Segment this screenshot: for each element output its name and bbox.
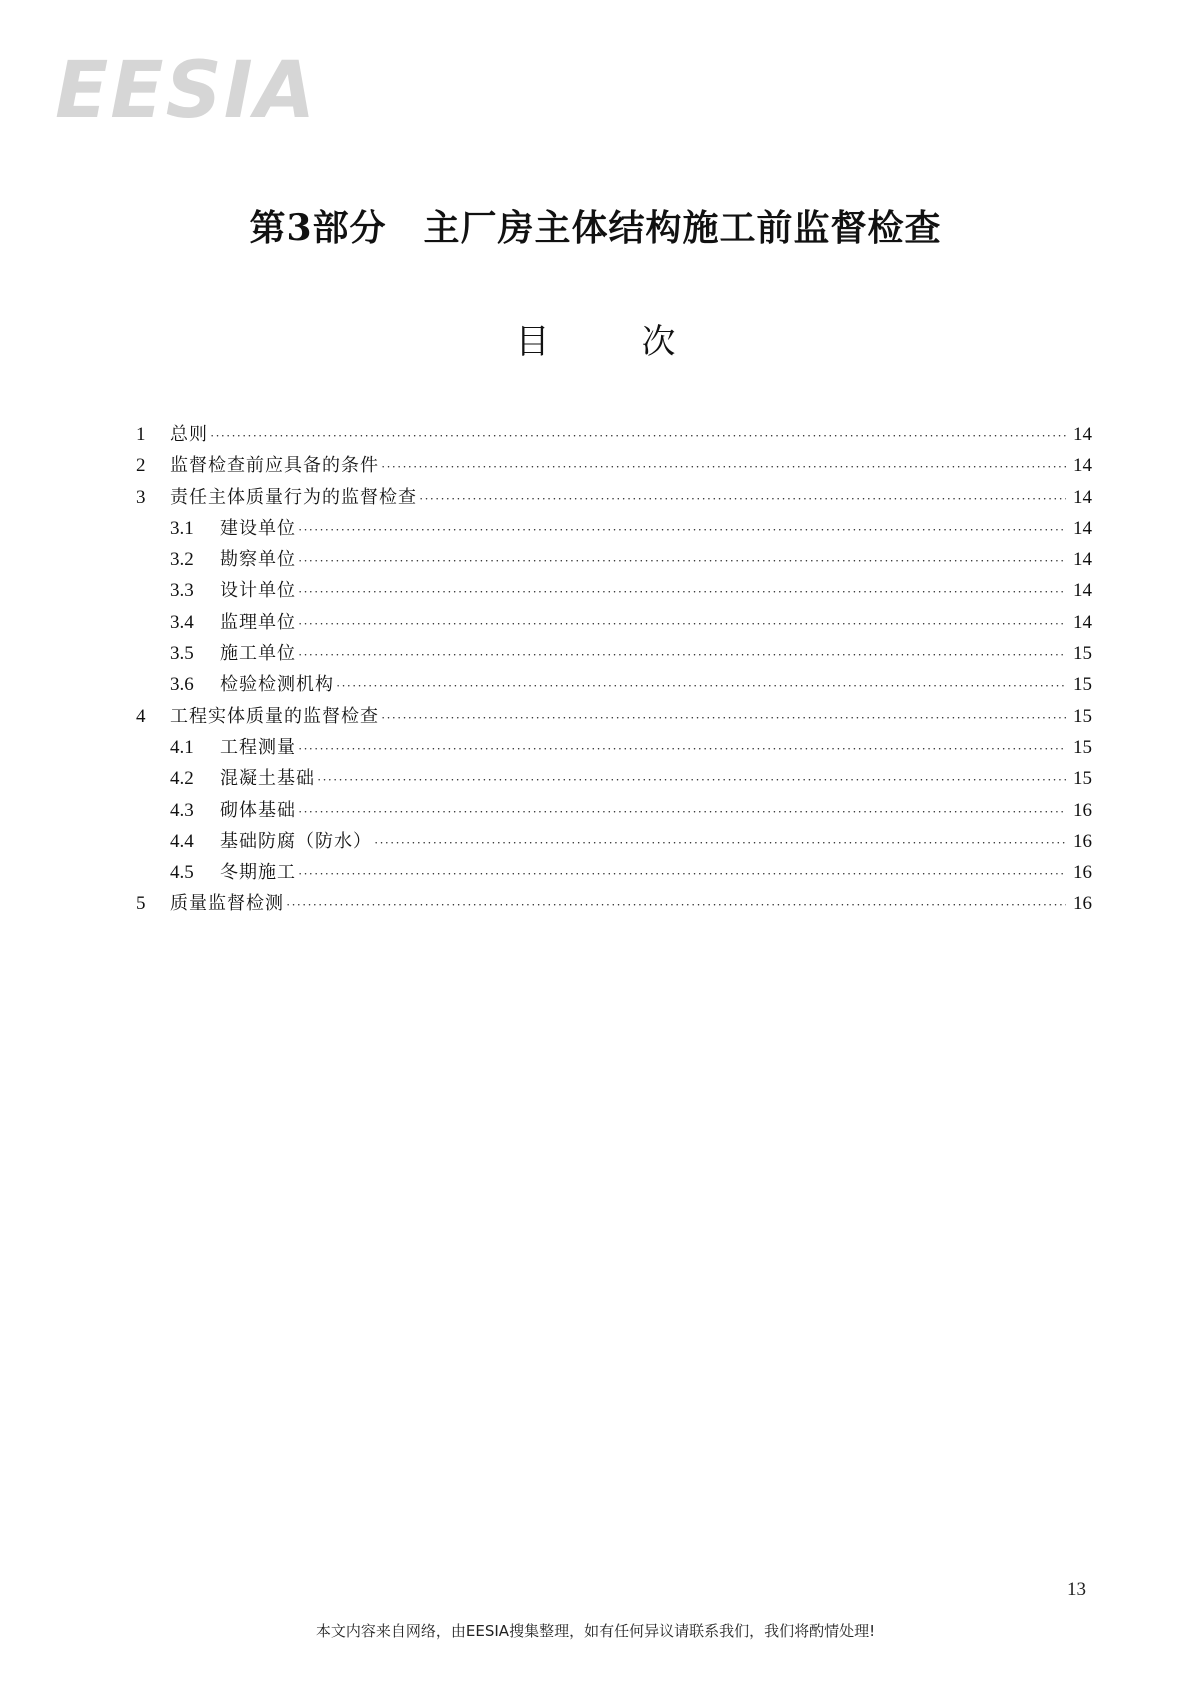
toc-entry-label: 勘察单位 [220,549,296,571]
toc-dot-leader [381,451,1066,482]
toc-heading-char-2: 次 [641,322,676,362]
toc-entry[interactable] [136,669,1092,700]
toc-entry-label: 质量监督检测 [170,893,284,915]
toc-dot-leader [419,483,1066,514]
toc-dot-leader [317,764,1066,795]
eesia-logo: EESIA [55,46,318,136]
toc-entry-page: 14 [1073,517,1092,539]
toc-entry-number: 5 [136,893,146,915]
toc-entry-page: 14 [1073,486,1092,508]
toc-entry-label: 检验检测机构 [220,674,334,696]
toc-dot-leader [298,608,1066,639]
toc-entry[interactable] [136,450,1092,481]
toc-entry[interactable] [136,607,1092,638]
toc-entry-number: 4 [136,705,146,727]
toc-entry-page: 15 [1073,705,1092,727]
toc-entry-label: 工程测量 [220,736,296,758]
toc-entry-label: 监理单位 [220,611,296,633]
toc-entry-label: 冬期施工 [220,862,296,884]
toc-entry-page: 15 [1073,768,1092,790]
toc-heading-char-1: 目 [515,322,550,362]
toc-dot-leader [336,670,1066,701]
toc-entry-number: 4.1 [170,736,194,758]
toc-dot-leader [298,576,1066,607]
toc-entry-page: 15 [1073,643,1092,665]
toc-entry-number: 4.5 [170,862,194,884]
toc-entry-number: 3.1 [170,517,194,539]
toc-entry[interactable] [136,763,1092,794]
toc-entry-number: 3 [136,486,146,508]
toc-dot-leader [298,858,1066,889]
toc-dot-leader [381,702,1066,733]
toc-entry-page: 15 [1073,736,1092,758]
toc-entry[interactable] [136,575,1092,606]
toc-entry[interactable] [136,732,1092,763]
toc-entry-label: 工程实体质量的监督检查 [170,705,379,727]
toc-entry[interactable] [136,857,1092,888]
toc-dot-leader [210,420,1066,451]
toc-entry-label: 砌体基础 [220,799,296,821]
toc-entry-page: 14 [1073,455,1092,477]
part-title: 第3部分 主厂房主体结构施工前监督检查 [249,207,942,249]
toc-entry-page: 14 [1073,549,1092,571]
toc-entry-page: 16 [1073,893,1092,915]
toc-dot-leader [286,889,1066,920]
toc-entry[interactable] [136,701,1092,732]
toc-entry-number: 3.4 [170,611,194,633]
toc-dot-leader [298,733,1066,764]
toc-entry[interactable] [136,419,1092,450]
toc-entry[interactable] [136,513,1092,544]
toc-entry-page: 14 [1073,611,1092,633]
toc-entry-number: 4.2 [170,768,194,790]
toc-entry-page: 16 [1073,799,1092,821]
toc-dot-leader [298,514,1066,545]
toc-entry-label: 设计单位 [220,580,296,602]
table-of-contents [136,419,1092,920]
toc-entry-page: 14 [1073,580,1092,602]
toc-entry-page: 15 [1073,674,1092,696]
toc-entry[interactable] [136,888,1092,919]
toc-entry-label: 混凝土基础 [220,768,315,790]
toc-entry-label: 总则 [170,424,208,445]
toc-entry-number: 3.6 [170,674,194,696]
toc-entry-page: 16 [1073,862,1092,884]
toc-entry-number: 2 [136,455,146,477]
toc-dot-leader [374,827,1066,858]
footer-note: 本文内容来自网络，由EESIA搜集整理，如有任何异议请联系我们，我们将酌情处理! [315,1622,876,1640]
toc-entry[interactable] [136,795,1092,826]
toc-entry-number: 1 [136,424,146,445]
toc-entry[interactable] [136,482,1092,513]
toc-entry-number: 4.3 [170,799,194,821]
toc-dot-leader [298,639,1066,670]
toc-entry[interactable] [136,544,1092,575]
toc-entry-label: 建设单位 [220,517,296,539]
toc-entry-number: 3.5 [170,643,194,665]
toc-dot-leader [298,796,1066,827]
toc-entry-label: 责任主体质量行为的监督检查 [170,486,417,508]
toc-entry-label: 基础防腐（防水） [220,830,372,852]
toc-entry[interactable] [136,826,1092,857]
toc-entry[interactable] [136,638,1092,669]
toc-entry-page: 16 [1073,830,1092,852]
toc-entry-number: 3.3 [170,580,194,602]
toc-heading [0,322,1191,362]
toc-entry-label: 施工单位 [220,643,296,665]
toc-entry-page: 14 [1073,424,1092,445]
toc-entry-number: 3.2 [170,549,194,571]
toc-dot-leader [298,545,1066,576]
toc-entry-label: 监督检查前应具备的条件 [170,455,379,477]
toc-entry-number: 4.4 [170,830,194,852]
page-number: 13 [1067,1579,1086,1600]
